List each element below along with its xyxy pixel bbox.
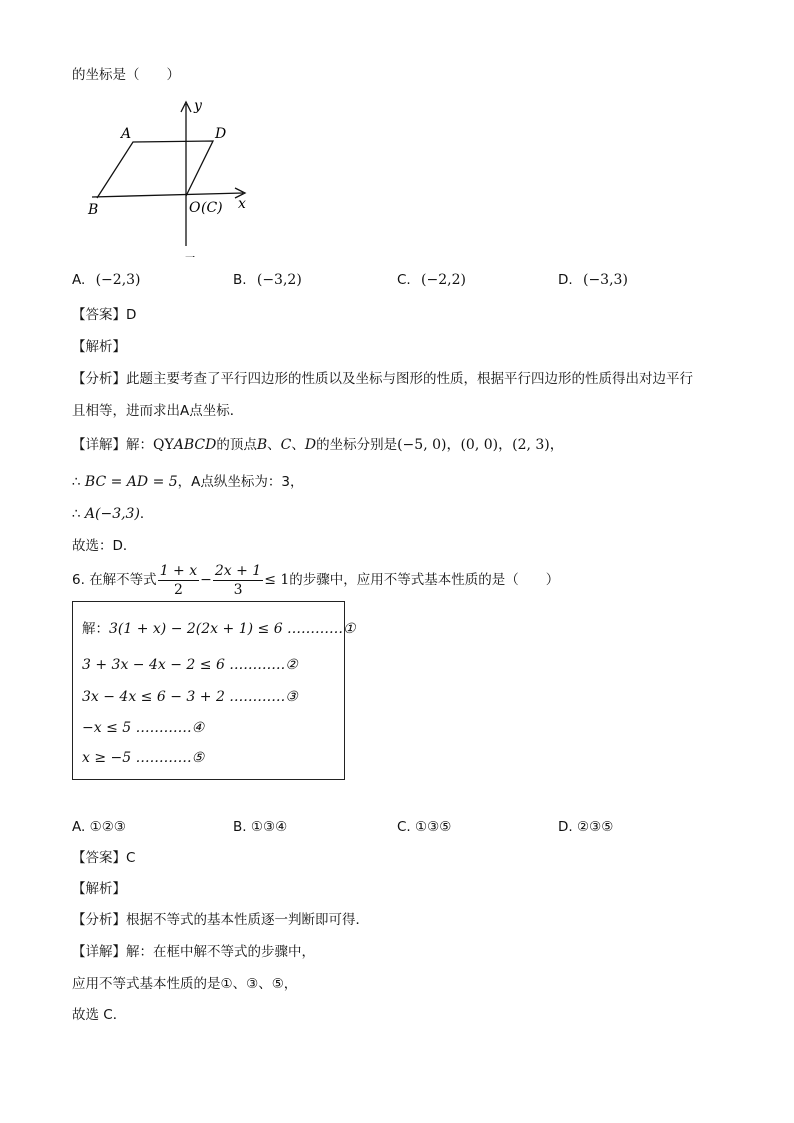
q5-analysis-line1: 【分析】此题主要考查了平行四边形的性质以及坐标与图形的性质，根据平行四边形的性质得出对边平行 (72, 371, 693, 387)
q5-option-b: B. (−3,2) (233, 272, 302, 288)
label-x: x (238, 196, 246, 212)
q6-fraction-1: $\frac{1 + x}{2}$ (159, 562, 198, 598)
q5-a-line: ∴ A(−3,3)． (72, 506, 154, 522)
q6-step-1: 解：3(1 + x) − 2(2x + 1) ≤ 6 …………① (82, 621, 356, 637)
q6-option-a: A. ①②③ (72, 819, 126, 835)
label-A: A (121, 126, 132, 142)
parallelogram (97, 141, 213, 198)
q5-answer: 【答案】D (72, 307, 137, 323)
x-axis (92, 193, 243, 197)
q6-option-c: C. ①③⑤ (397, 819, 452, 835)
label-O: O (189, 200, 201, 216)
q5-parallelogram-figure (85, 98, 255, 266)
q6-option-b: B. ①③④ (233, 819, 288, 835)
q6-option-d: D. ②③⑤ (558, 819, 614, 835)
q6-detail-line2: 应用不等式基本性质的是①、③、⑤， (72, 976, 298, 992)
label-C: (C) (201, 200, 223, 216)
q6-step-4: −x ≤ 5 …………④ (82, 720, 205, 736)
q5-option-c: C. (−2,2) (397, 272, 466, 288)
q5-option-d: D. (−3,3) (558, 272, 628, 288)
q5-option-a: A. (−2,3) (72, 272, 141, 288)
label-y: y (194, 98, 202, 114)
label-B: B (88, 202, 99, 218)
q5-conclusion: 故选：D． (72, 538, 137, 554)
q5-stem-tail: 的坐标是（ ） (72, 67, 180, 83)
q6-jiexi-heading: 【解析】 (72, 881, 126, 897)
q6-fraction-2: $\frac{2x + 1}{3}$ (214, 562, 262, 598)
q5-analysis-line2: 且相等，进而求出A点坐标． (72, 403, 244, 419)
q6-conclusion: 故选 C． (72, 1007, 127, 1023)
q6-step-2: 3 + 3x − 4x − 2 ≤ 6 …………② (82, 657, 298, 673)
label-below: 一 (184, 253, 194, 264)
q6-answer: 【答案】C (72, 850, 136, 866)
q6-step-3: 3x − 4x ≤ 6 − 3 + 2 …………③ (82, 689, 298, 705)
q5-detail-line: 【详解】解：QYABCD的顶点B、C、D的坐标分别是(−5, 0)，(0, 0)，(2, 3)， (72, 437, 564, 453)
q6-detail: 【详解】解：在框中解不等式的步骤中， (72, 944, 315, 960)
q5-bc-line: ∴ BC = AD = 5，A点纵坐标为：3， (72, 474, 304, 490)
label-D: D (215, 126, 227, 142)
q6-step-5: x ≥ −5 …………⑤ (82, 750, 205, 766)
q5-jiexi-heading: 【解析】 (72, 339, 126, 355)
q6-stem: 6. 在解不等式 $\frac{1 + x}{2}$ − $\frac{2x + 1}{3}$ ≤ 1的步骤中，应用不等式基本性质的是（ ） (72, 562, 560, 598)
q6-analysis: 【分析】根据不等式的基本性质逐一判断即可得． (72, 912, 369, 928)
